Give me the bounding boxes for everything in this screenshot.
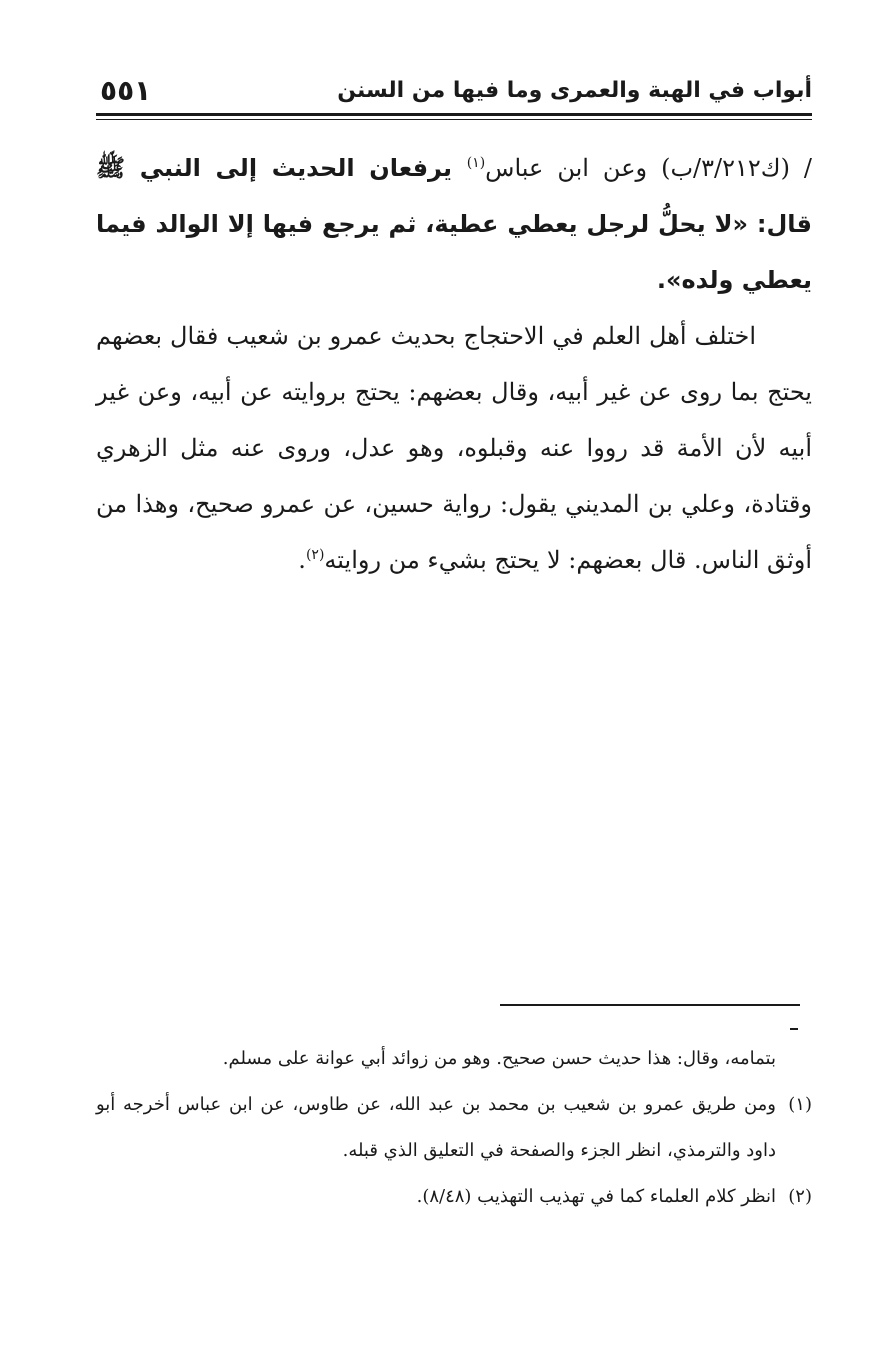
footnotes bbox=[96, 1036, 812, 1220]
continuation-dash bbox=[790, 1028, 798, 1030]
footnote-2 bbox=[96, 1174, 812, 1220]
footnote-1 bbox=[96, 1082, 812, 1174]
commentary-text: اختلف أهل العلم في الاحتجاج بحديث عمرو بن شعيب فقال بعضهم يحتج بما روى عن غير أبيه، وقال بعضهم: يحتج بروايته عن أبيه، وعن غير أبيه لأن الأمة قد رووا عنه وقبلوه، وهو عدل، وروى عنه مثل الزهري وقتادة، وعلي بن المديني يقول: رواية حسين، عن عمرو صحيح، وهذا من أوثق الناس. قال بعضهم: لا يحتج بشيء من روايته bbox=[96, 322, 812, 574]
footnote-number: (١) bbox=[788, 1094, 812, 1115]
hadith-intro: يرفعان الحديث إلى النبي ﷺ قال: bbox=[96, 154, 812, 238]
footnote-separator bbox=[500, 1004, 800, 1006]
main-text bbox=[96, 140, 812, 588]
page-number: ٥٥١ bbox=[100, 74, 152, 107]
manuscript-ref: / (ك٣/٢١٢/ب) وعن ابن عباس bbox=[485, 154, 813, 182]
footnote-text: انظر كلام العلماء كما في تهذيب التهذيب (٨/٤٨). bbox=[416, 1186, 776, 1207]
footnote-number: (٢) bbox=[788, 1186, 812, 1207]
page-header bbox=[96, 74, 812, 114]
footnote-text: ومن طريق عمرو بن شعيب بن محمد بن عبد الله، عن طاوس، عن ابن عباس أخرجه أبو داود والترمذي، انظر الجزء والصفحة في التعليق الذي قبله. bbox=[96, 1094, 776, 1161]
commentary-paragraph bbox=[96, 308, 812, 588]
footnote-ref-1: (١) bbox=[466, 155, 486, 171]
hadith-paragraph bbox=[96, 140, 812, 308]
header-rule bbox=[96, 113, 812, 116]
footnote-ref-2: (٢) bbox=[305, 547, 325, 563]
footnote-continuation: بتمامه، وقال: هذا حديث حسن صحيح. وهو من زوائد أبي عوانة على مسلم. bbox=[222, 1048, 776, 1069]
commentary-end: . bbox=[298, 546, 306, 574]
running-title: أبواب في الهبة والعمرى وما فيها من السنن bbox=[337, 78, 812, 103]
header-rule-thin bbox=[96, 119, 812, 120]
hadith-text: «لا يحلُّ لرجل يعطي عطية، ثم يرجع فيها إلا الوالد فيما يعطي ولده». bbox=[96, 210, 812, 294]
